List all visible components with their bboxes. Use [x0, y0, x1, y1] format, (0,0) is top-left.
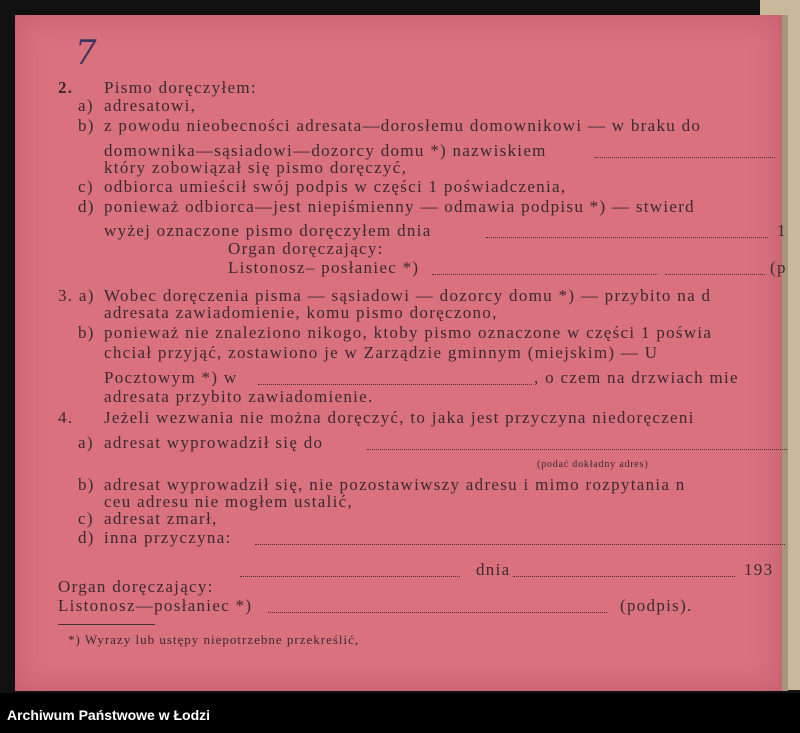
date-field[interactable]	[513, 576, 735, 577]
item-text: chciał przyjąć, zostawiono je w Zarządzie gminnym (miejskim) — U	[104, 343, 659, 362]
year-prefix: 193	[744, 560, 774, 579]
item-text: Wobec doręczenia pisma — sąsiadowi — dozorcy domu *) — przybito na d	[104, 286, 712, 305]
section-2-number: 2.	[58, 78, 74, 97]
item-text: z powodu nieobecności adresata—dorosłemu domownikowi — w braku do	[104, 116, 702, 135]
item-text: adresata przybito zawiadomienie.	[104, 387, 374, 406]
item-text: inna przyczyna:	[104, 528, 232, 547]
signature-field-2[interactable]	[665, 274, 765, 275]
item-text: Pocztowym *) w	[104, 368, 238, 387]
section-4-title: Jeżeli wezwania nie można doręczyć, to jaka jest przyczyna niedoręczeni	[104, 408, 695, 427]
item-label: c)	[78, 177, 94, 196]
reason-field[interactable]	[255, 544, 785, 545]
item-text: adresata zawiadomienie, komu pismo doręczono,	[104, 303, 498, 322]
item-label: b)	[78, 116, 95, 135]
item-label: a)	[78, 433, 94, 452]
item-text: adresat zmarł,	[104, 509, 218, 528]
item-text: adresat wyprowadził się, nie pozostawiwszy adresu i mimo rozpytania n	[104, 475, 686, 494]
item-label: a)	[78, 96, 94, 115]
item-label: b)	[78, 323, 95, 342]
handwritten-number: 7	[75, 33, 97, 73]
signature-label: (podpis).	[620, 596, 693, 615]
year-prefix: 1	[777, 221, 787, 240]
item-text: domownika—sąsiadowi—dozorcy domu *) nazwiskiem	[104, 141, 547, 160]
document-form	[15, 15, 787, 691]
organ-label: Organ doręczający:	[58, 577, 214, 596]
name-field[interactable]	[595, 157, 775, 158]
date-field[interactable]	[486, 237, 768, 238]
item-text: który zobowiązał się pismo doręczyć,	[104, 158, 408, 177]
footnote-divider	[58, 624, 155, 625]
item-text: odbiorca umieścił swój podpis w części 1 poświadczenia,	[104, 177, 567, 196]
item-text: ponieważ nie znaleziono nikogo, ktoby pismo oznaczone w części 1 poświa	[104, 323, 713, 342]
item-label: b)	[78, 475, 95, 494]
item-text: ponieważ odbiorca—jest niepiśmienny — odmawia podpisu *) — stwierd	[104, 197, 695, 216]
item-text: adresatowi,	[104, 96, 197, 115]
archive-caption: Archiwum Państwowe w Łodzi	[7, 707, 211, 723]
place-field[interactable]	[258, 384, 532, 385]
date-label: dnia	[476, 560, 511, 579]
item-text: ceu adresu nie mogłem ustalić,	[104, 492, 354, 511]
item-label: d)	[78, 528, 95, 547]
paper-edge	[782, 15, 788, 691]
item-text: wyżej oznaczone pismo doręczyłem dnia	[104, 221, 432, 240]
signature-field[interactable]	[268, 612, 607, 613]
postman-label: Listonosz—posłaniec *)	[58, 596, 253, 615]
organ-label: Organ doręczający:	[228, 239, 384, 258]
signature-field[interactable]	[432, 274, 658, 275]
footnote: *) Wyrazy lub ustępy niepotrzebne przekreślić,	[68, 632, 360, 647]
item-text: , o czem na drzwiach mie	[534, 368, 739, 387]
section-4-number: 4.	[58, 408, 74, 427]
section-2-title: Pismo doręczyłem:	[104, 78, 257, 97]
item-text: adresat wyprowadził się do	[104, 433, 324, 452]
signature-note: (p	[770, 258, 787, 277]
item-label: d)	[78, 197, 95, 216]
postman-label: Listonosz– posłaniec *)	[228, 258, 420, 277]
item-label: c)	[78, 509, 94, 528]
address-hint: (podać dokładny adres)	[537, 459, 649, 470]
section-3-number: 3. a)	[58, 286, 95, 305]
place-field[interactable]	[240, 576, 460, 577]
address-field[interactable]	[367, 449, 787, 450]
